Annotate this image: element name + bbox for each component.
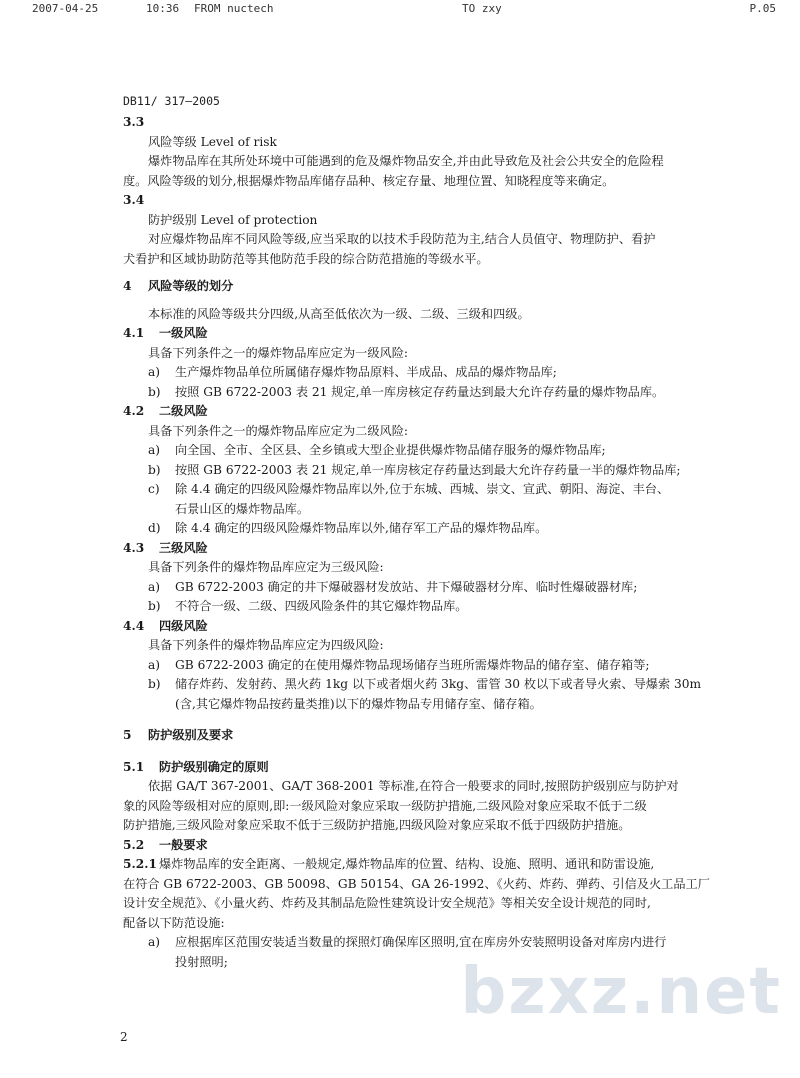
list-marker: b): [148, 462, 161, 477]
list-marker: b): [148, 384, 161, 399]
list-item: [123, 383, 763, 403]
list-item: [123, 519, 763, 539]
list-text: 不符合一级、二级、四级风险条件的其它爆炸物品库。: [175, 599, 468, 613]
document-body: [123, 113, 763, 972]
section-title: 一般要求: [159, 837, 208, 852]
list-text: 按照 GB 6722-2003 表 21 规定,单一库房核定存药量达到最大允许存药量的爆炸物品库。: [175, 384, 665, 399]
fax-to: TO zxy: [462, 2, 502, 15]
list-marker: d): [148, 521, 161, 535]
clause-number: 3.3: [123, 115, 145, 129]
list-text-continued: (含,其它爆炸物品按药量类推)以下的爆炸物品专用储存室、储存箱。: [175, 696, 542, 711]
list-marker: a): [148, 657, 161, 672]
fax-page: P.05: [749, 2, 776, 15]
subsection-heading: [123, 617, 763, 637]
list-text: 生产爆炸物品单位所属储存爆炸物品原料、半成品、成品的爆炸物品库;: [175, 365, 557, 379]
section-number: 5.2: [123, 837, 145, 852]
section-title: 风险等级的划分: [148, 279, 234, 293]
paragraph-line: 象的风险等级相对应的原则,即:一级风险对象应采取一级防护措施,二级风险对象应采取不低于二级: [123, 798, 647, 813]
paragraph-line: 对应爆炸物品库不同风险等级,应当采取的以技术手段防范为主,结合人员值守、物理防护、看护: [148, 232, 656, 246]
list-item: [123, 441, 763, 461]
list-text: GB 6722-2003 确定的在使用爆炸物品现场储存当班所需爆炸物品的储存室、储存箱等;: [175, 657, 650, 672]
list-text: 应根据库区范围安装适当数量的探照灯确保库区照明,宜在库房外安装照明设备对库房内进行: [175, 935, 667, 949]
paragraph-text: 爆炸物品库的安全距离、一般规定,爆炸物品库的位置、结构、设施、照明、通讯和防雷设施,: [159, 857, 655, 871]
section-title: 一级风险: [159, 326, 208, 340]
subsection-heading: [123, 836, 763, 856]
section-title: 三级风险: [159, 540, 208, 555]
list-text: 储存炸药、发射药、黑火药 1kg 以下或者烟火药 3kg、雷管 30 枚以下或者导火索、导爆索 30m: [175, 677, 702, 691]
section-title: 二级风险: [159, 404, 208, 418]
list-marker: b): [148, 677, 161, 691]
section-number: 5.1: [123, 759, 145, 774]
list-item: [123, 933, 763, 953]
list-item: [123, 363, 763, 383]
list-marker: a): [148, 579, 161, 594]
section-title: 防护级别及要求: [148, 728, 234, 742]
fax-header: [32, 2, 776, 16]
term-heading: 风险等级 Level of risk: [148, 134, 277, 149]
list-text: GB 6722-2003 确定的井下爆破器材发放站、井下爆破器材分库、临时性爆破器材库;: [175, 579, 638, 594]
list-item: [123, 480, 763, 500]
paragraph-line: 具备下列条件之一的爆炸物品库应定为一级风险:: [148, 345, 409, 360]
fax-time: 10:36: [146, 2, 180, 15]
list-marker: a): [148, 443, 161, 457]
section-number: 4.1: [123, 326, 145, 340]
list-item: [123, 675, 763, 695]
paragraph-line: 具备下列条件的爆炸物品库应定为三级风险:: [148, 560, 384, 574]
paragraph-line: 具备下列条件之一的爆炸物品库应定为二级风险:: [148, 423, 409, 438]
list-text-continued: 石景山区的爆炸物品库。: [175, 501, 310, 516]
subsection-heading: [123, 539, 763, 559]
section-number: 4.4: [123, 618, 145, 633]
list-text: 向全国、全市、全区县、全乡镇或大型企业提供爆炸物品储存服务的爆炸物品库;: [175, 443, 606, 457]
list-item: [123, 578, 763, 598]
clause-number: 5.2.1: [123, 857, 157, 871]
clause-paragraph: [123, 855, 763, 875]
list-text: 除 4.4 确定的四级风险爆炸物品库以外,位于东城、西城、崇文、宣武、朝阳、海淀、丰台、: [175, 482, 670, 496]
list-item: [123, 597, 763, 617]
section-number: 5: [123, 728, 132, 742]
list-marker: a): [148, 365, 161, 379]
fax-from: FROM nuctech: [194, 2, 274, 15]
fax-date: 2007-04-25: [32, 2, 99, 15]
paragraph-line: 爆炸物品库在其所处环境中可能遇到的危及爆炸物品安全,并由此导致危及社会公共安全的危险程: [148, 154, 664, 168]
section-number: 4: [123, 279, 132, 293]
section-heading: [123, 277, 763, 297]
section-heading: [123, 726, 763, 746]
list-text: 除 4.4 确定的四级风险爆炸物品库以外,储存军工产品的爆炸物品库。: [175, 521, 548, 535]
list-marker: c): [148, 482, 160, 496]
watermark: bzxz.net: [460, 955, 782, 1029]
paragraph-line: 在符合 GB 6722-2003、GB 50098、GB 50154、GA 26-1992、《火药、炸药、弹药、引信及火工品工厂: [123, 876, 710, 891]
section-number: 4.3: [123, 540, 145, 555]
paragraph-line: 防护措施,三级风险对象应采取不低于三级防护措施,四级风险对象应采取不低于四级防护措施。: [123, 818, 631, 832]
list-item: [123, 461, 763, 481]
section-title: 四级风险: [159, 618, 208, 633]
paragraph-line: 设计安全规范》、《小量火药、炸药及其制品危险性建筑设计安全规范》等相关安全设计规范的同时,: [123, 896, 651, 910]
page-number: 2: [120, 1030, 128, 1044]
list-marker: a): [148, 935, 161, 949]
paragraph-line: 配备以下防范设施:: [123, 915, 225, 930]
list-text: 按照 GB 6722-2003 表 21 规定,单一库房核定存药量达到最大允许存药量一半的爆炸物品库;: [175, 462, 681, 477]
clause-number: 3.4: [123, 193, 145, 207]
paragraph-line: 本标准的风险等级共分四级,从高至低依次为一级、二级、三级和四级。: [148, 306, 530, 321]
subsection-heading: [123, 324, 763, 344]
standard-number: DB11/ 317—2005: [123, 94, 220, 108]
paragraph-line: 具备下列条件的爆炸物品库应定为四级风险:: [148, 638, 384, 652]
paragraph-line: 依据 GA/T 367-2001、GA/T 368-2001 等标准,在符合一般要求的同时,按照防护级别应与防护对: [148, 779, 679, 793]
section-title: 防护级别确定的原则: [159, 759, 269, 774]
subsection-heading: [123, 758, 763, 778]
section-number: 4.2: [123, 404, 145, 418]
list-marker: b): [148, 599, 161, 613]
list-text-continued: 投射照明;: [175, 954, 228, 969]
term-heading: 防护级别 Level of protection: [148, 212, 318, 227]
subsection-heading: [123, 402, 763, 422]
paragraph-line: 犬看护和区域协助防范等其他防范手段的综合防范措施的等级水平。: [123, 251, 489, 266]
list-item: [123, 656, 763, 676]
paragraph-line: 度。风险等级的划分,根据爆炸物品库储存品种、核定存量、地理位置、知晓程度等来确定。: [123, 173, 615, 188]
